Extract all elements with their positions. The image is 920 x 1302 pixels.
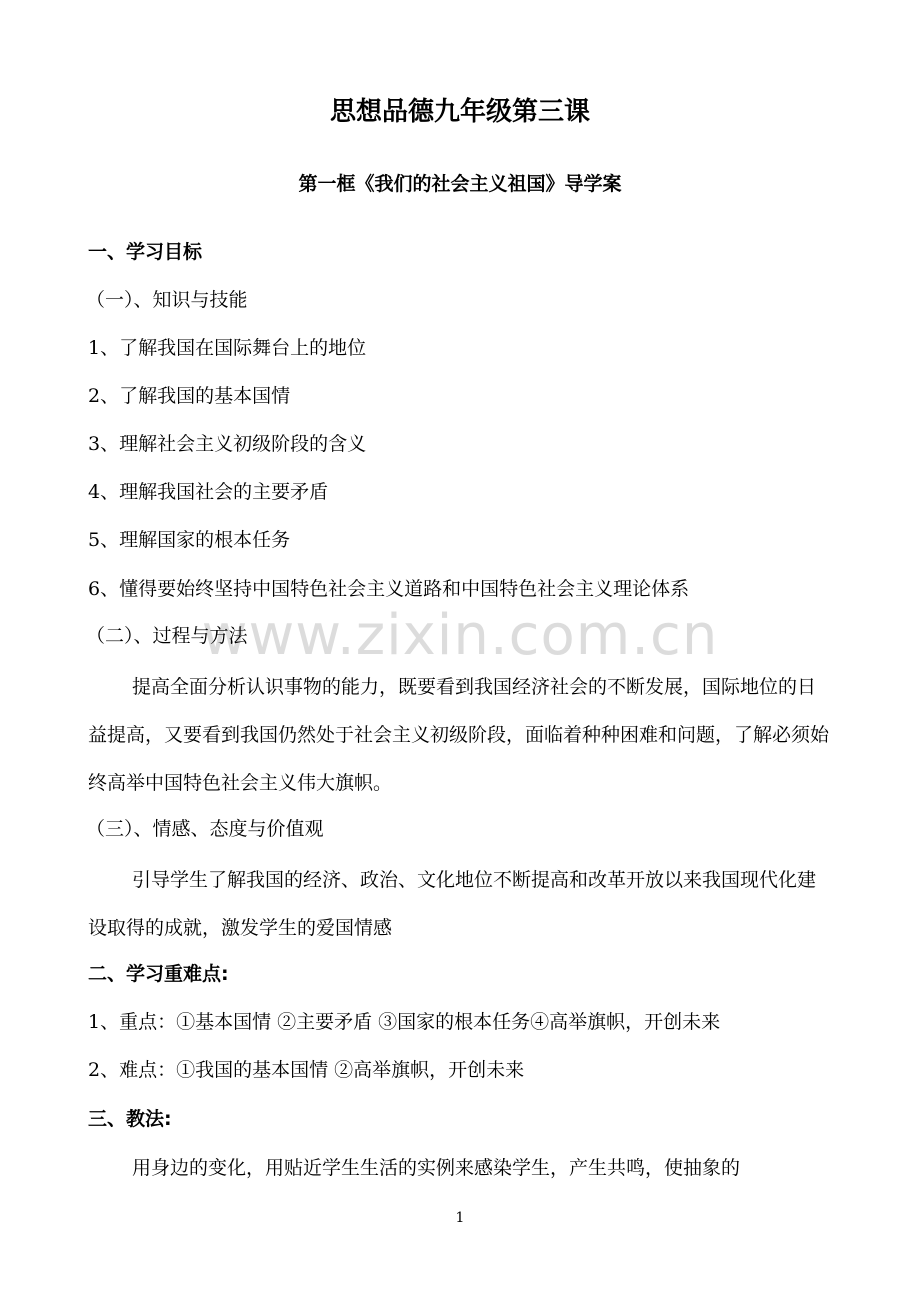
section-heading-key-points: 二、学习重难点:	[88, 963, 229, 985]
paragraph-teaching-method: 用身边的变化，用贴近学生生活的实例来感染学生，产生共鸣，使抽象的	[132, 1157, 741, 1179]
document-subtitle: 第一框《我们的社会主义祖国》导学案	[298, 173, 622, 195]
subsection-emotion-attitude-values: （三）、情感、态度与价值观	[86, 818, 324, 840]
objective-item: 4、理解我国社会的主要矛盾	[88, 481, 329, 503]
subsection-knowledge-skills: （一）、知识与技能	[86, 289, 248, 311]
difficult-points-line: 2、难点：①我国的基本国情 ②高举旗帜，开创未来	[88, 1059, 525, 1081]
subsection-process-method: （二）、过程与方法	[86, 625, 248, 647]
document-title: 思想品德九年级第三课	[329, 97, 590, 127]
page-number: 1	[455, 1210, 465, 1226]
section-heading-teaching-method: 三、教法:	[88, 1108, 172, 1130]
watermark: www.zixin.com.cn	[201, 603, 719, 668]
paragraph-emotion-attitude-values: 引导学生了解我国的经济、政治、文化地位不断提高和改革开放以来我国现代化建设取得的成就，激发学生的爱国情感	[88, 869, 817, 939]
objective-item: 2、了解我国的基本国情	[88, 385, 291, 407]
objective-item: 3、理解社会主义初级阶段的含义	[88, 433, 367, 455]
section-heading-objectives: 一、学习目标	[88, 241, 203, 263]
key-points-line: 1、重点：①基本国情 ②主要矛盾 ③国家的根本任务④高举旗帜，开创未来	[88, 1011, 721, 1033]
objective-item: 1、了解我国在国际舞台上的地位	[88, 337, 367, 359]
objective-item: 5、理解国家的根本任务	[88, 529, 291, 551]
paragraph-process-method: 提高全面分析认识事物的能力，既要看到我国经济社会的不断发展，国际地位的日益提高，又要看到我国仍然处于社会主义初级阶段，面临着种种困难和问题，了解必须始终高举中国特色社会主义伟大旗帜。	[88, 676, 830, 794]
objective-item: 6、懂得要始终坚持中国特色社会主义道路和中国特色社会主义理论体系	[88, 578, 690, 600]
